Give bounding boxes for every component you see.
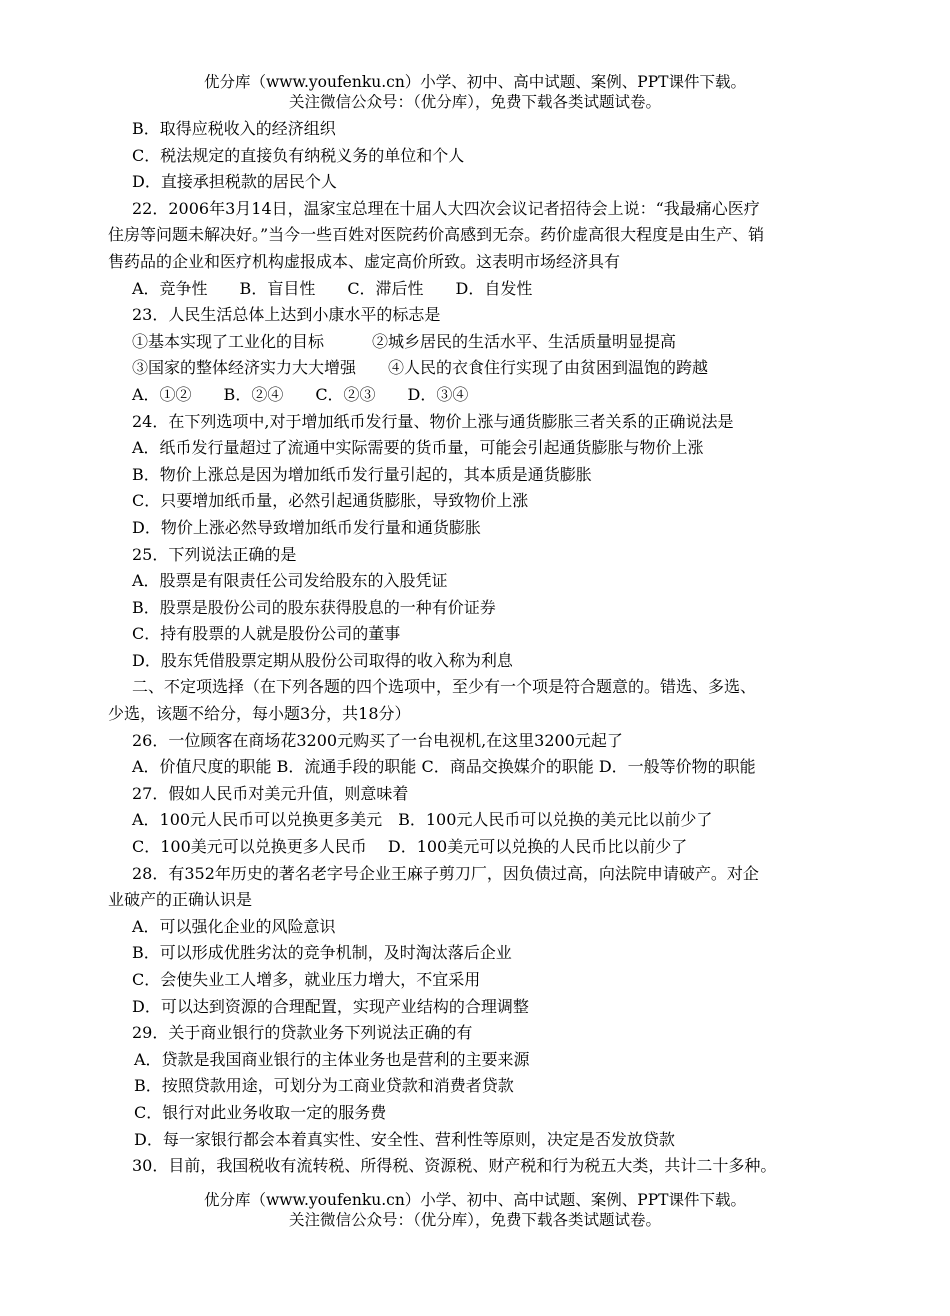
text-line: B．可以形成优胜劣汰的竞争机制，及时淘汰落后企业 bbox=[132, 943, 512, 963]
text-line: C．100美元可以兑换更多人民币 D．100美元可以兑换的人民币比以前少了 bbox=[132, 837, 688, 857]
text-line: A．可以强化企业的风险意识 bbox=[132, 916, 336, 936]
text-line: A．股票是有限责任公司发给股东的入股凭证 bbox=[132, 571, 448, 591]
text-line: B．股票是股份公司的股东获得股息的一种有价证券 bbox=[132, 597, 496, 617]
text-line: C．只要增加纸币量，必然引起通货膨胀，导致物价上涨 bbox=[132, 491, 529, 511]
header-line-2: 关注微信公众号：（优分库），免费下载各类试题试卷。 bbox=[288, 93, 661, 111]
text-line: B．按照贷款用途，可划分为工商业贷款和消费者贷款 bbox=[134, 1076, 514, 1096]
text-line: 26．一位顾客在商场花3200元购买了一台电视机,在这里3200元起了 bbox=[132, 730, 623, 750]
text-line: D．物价上涨必然导致增加纸币发行量和通货膨胀 bbox=[132, 517, 481, 537]
footer-line-2: 关注微信公众号：（优分库），免费下载各类试题试卷。 bbox=[288, 1211, 661, 1229]
page-header bbox=[0, 72, 950, 112]
text-line: A．价值尺度的职能 B．流通手段的职能 C．商品交换媒介的职能 D．一般等价物的职能 bbox=[132, 757, 756, 777]
text-line: A．竞争性 B．盲目性 C．滞后性 D．自发性 bbox=[132, 278, 533, 298]
text-line: 29．关于商业银行的贷款业务下列说法正确的有 bbox=[132, 1023, 473, 1043]
text-line: 业破产的正确认识是 bbox=[108, 890, 253, 910]
text-line: 28．有352年历史的著名老字号企业王麻子剪刀厂，因负债过高，向法院申请破产。对企 bbox=[132, 863, 759, 883]
text-line: 少选，该题不给分，每小题3分，共18分） bbox=[108, 704, 411, 724]
text-line: D．股东凭借股票定期从股份公司取得的收入称为利息 bbox=[132, 650, 513, 670]
text-line: C．会使失业工人增多，就业压力增大，不宜采用 bbox=[132, 970, 481, 989]
text-line: D．直接承担税款的居民个人 bbox=[132, 172, 337, 192]
text-line: ①基本实现了工业化的目标 ②城乡居民的生活水平、生活质量明显提高 bbox=[132, 331, 677, 351]
text-line: A．纸币发行量超过了流通中实际需要的货币量，可能会引起通货膨胀与物价上涨 bbox=[132, 438, 704, 458]
footer-line-1: 优分库（www.youfenku.cn）小学、初中、高中试题、案例、PPT课件下载。 bbox=[203, 1191, 747, 1209]
text-line: 25．下列说法正确的是 bbox=[132, 544, 297, 564]
text-line: 22．2006年3月14日，温家宝总理在十届人大四次会议记者招待会上说：“我最痛心医疗 bbox=[132, 198, 760, 218]
text-line: D．每一家银行都会本着真实性、安全性、营利性等原则，决定是否发放贷款 bbox=[134, 1129, 675, 1149]
text-line: B．取得应税收入的经济组织 bbox=[132, 119, 336, 138]
page-footer bbox=[0, 1190, 950, 1230]
text-line: A．100元人民币可以兑换更多美元 B．100元人民币可以兑换的美元比以前少了 bbox=[132, 810, 713, 830]
document-body bbox=[108, 116, 848, 1180]
text-line: 23．人民生活总体上达到小康水平的标志是 bbox=[132, 305, 441, 325]
text-line: B．物价上涨总是因为增加纸币发行量引起的，其本质是通货膨胀 bbox=[132, 464, 592, 484]
header-line-1: 优分库（www.youfenku.cn）小学、初中、高中试题、案例、PPT课件下载。 bbox=[203, 73, 747, 91]
text-line: 27．假如人民币对美元升值，则意味着 bbox=[132, 783, 409, 803]
text-line: 24．在下列选项中,对于增加纸币发行量、物价上涨与通货膨胀三者关系的正确说法是 bbox=[132, 411, 734, 431]
text-line: 30．目前，我国税收有流转税、所得税、资源税、财产税和行为税五大类，共计二十多种。 bbox=[132, 1156, 777, 1176]
text-line: C．持有股票的人就是股份公司的董事 bbox=[132, 624, 401, 644]
text-line: 二、不定项选择（在下列各题的四个选项中，至少有一个项是符合题意的。错选、多选、 bbox=[132, 677, 757, 697]
text-line: A．①② B．②④ C．②③ D．③④ bbox=[132, 384, 469, 404]
text-line: C．税法规定的直接负有纳税义务的单位和个人 bbox=[132, 145, 465, 165]
text-line: D．可以达到资源的合理配置，实现产业结构的合理调整 bbox=[132, 996, 529, 1016]
text-line: ③国家的整体经济实力大大增强 ④人民的衣食住行实现了由贫困到温饱的跨越 bbox=[132, 358, 709, 378]
text-line: 住房等问题未解决好。”当今一些百姓对医院药价高感到无奈。药价虚高很大程度是由生产、销 bbox=[108, 225, 765, 245]
text-line: A．贷款是我国商业银行的主体业务也是营利的主要来源 bbox=[134, 1049, 530, 1069]
text-line: C．银行对此业务收取一定的服务费 bbox=[134, 1102, 387, 1122]
text-line: 售药品的企业和医疗机构虚报成本、虚定高价所致。这表明市场经济具有 bbox=[108, 251, 621, 271]
